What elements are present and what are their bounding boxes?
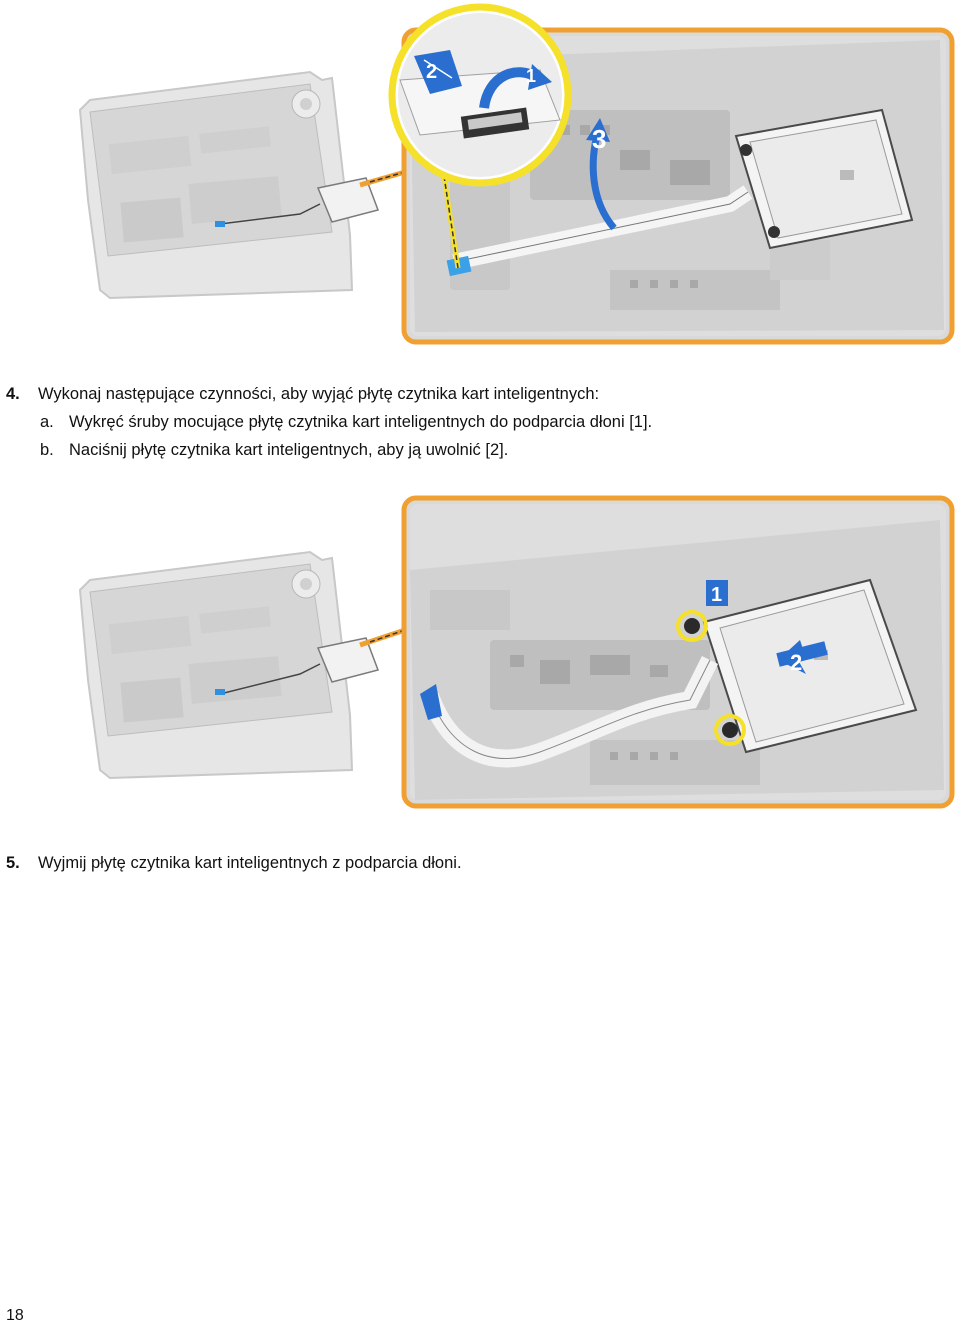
step-4-text: Wykonaj następujące czynności, aby wyjąć płytę czytnika kart inteligentnych: [38, 385, 600, 403]
zoom-frame-2 [404, 498, 952, 806]
step-5 [6, 853, 462, 873]
figure-disconnect-cable [70, 0, 960, 350]
svg-text:1: 1 [711, 584, 723, 606]
callout-3 [592, 124, 606, 154]
overview-palmrest [80, 72, 405, 298]
callout-1-badge [706, 580, 728, 606]
callout-2: 2 [426, 61, 438, 83]
step-4b-label: b. [40, 441, 54, 459]
svg-text:3: 3 [592, 124, 607, 154]
callout-1: 1 [526, 66, 537, 86]
svg-text:2: 2 [790, 650, 803, 675]
step-4a-label: a. [40, 413, 54, 431]
step-5-number: 5. [6, 854, 20, 872]
page-number: 18 [6, 1307, 24, 1324]
step-4 [6, 384, 599, 404]
step-4-number: 4. [6, 385, 20, 403]
step-5-text: Wyjmij płytę czytnika kart inteligentnych z podparcia dłoni. [38, 854, 462, 872]
step-4a [40, 412, 652, 432]
step-4b [40, 440, 508, 460]
figure-remove-screws [70, 490, 960, 840]
step-4a-text: Wykręć śruby mocujące płytę czytnika kart inteligentnych do podparcia dłoni [1]. [69, 413, 653, 431]
step-4b-text: Naciśnij płytę czytnika kart inteligentnych, aby ją uwolnić [2]. [69, 441, 509, 459]
overview-palmrest-2 [80, 552, 405, 778]
